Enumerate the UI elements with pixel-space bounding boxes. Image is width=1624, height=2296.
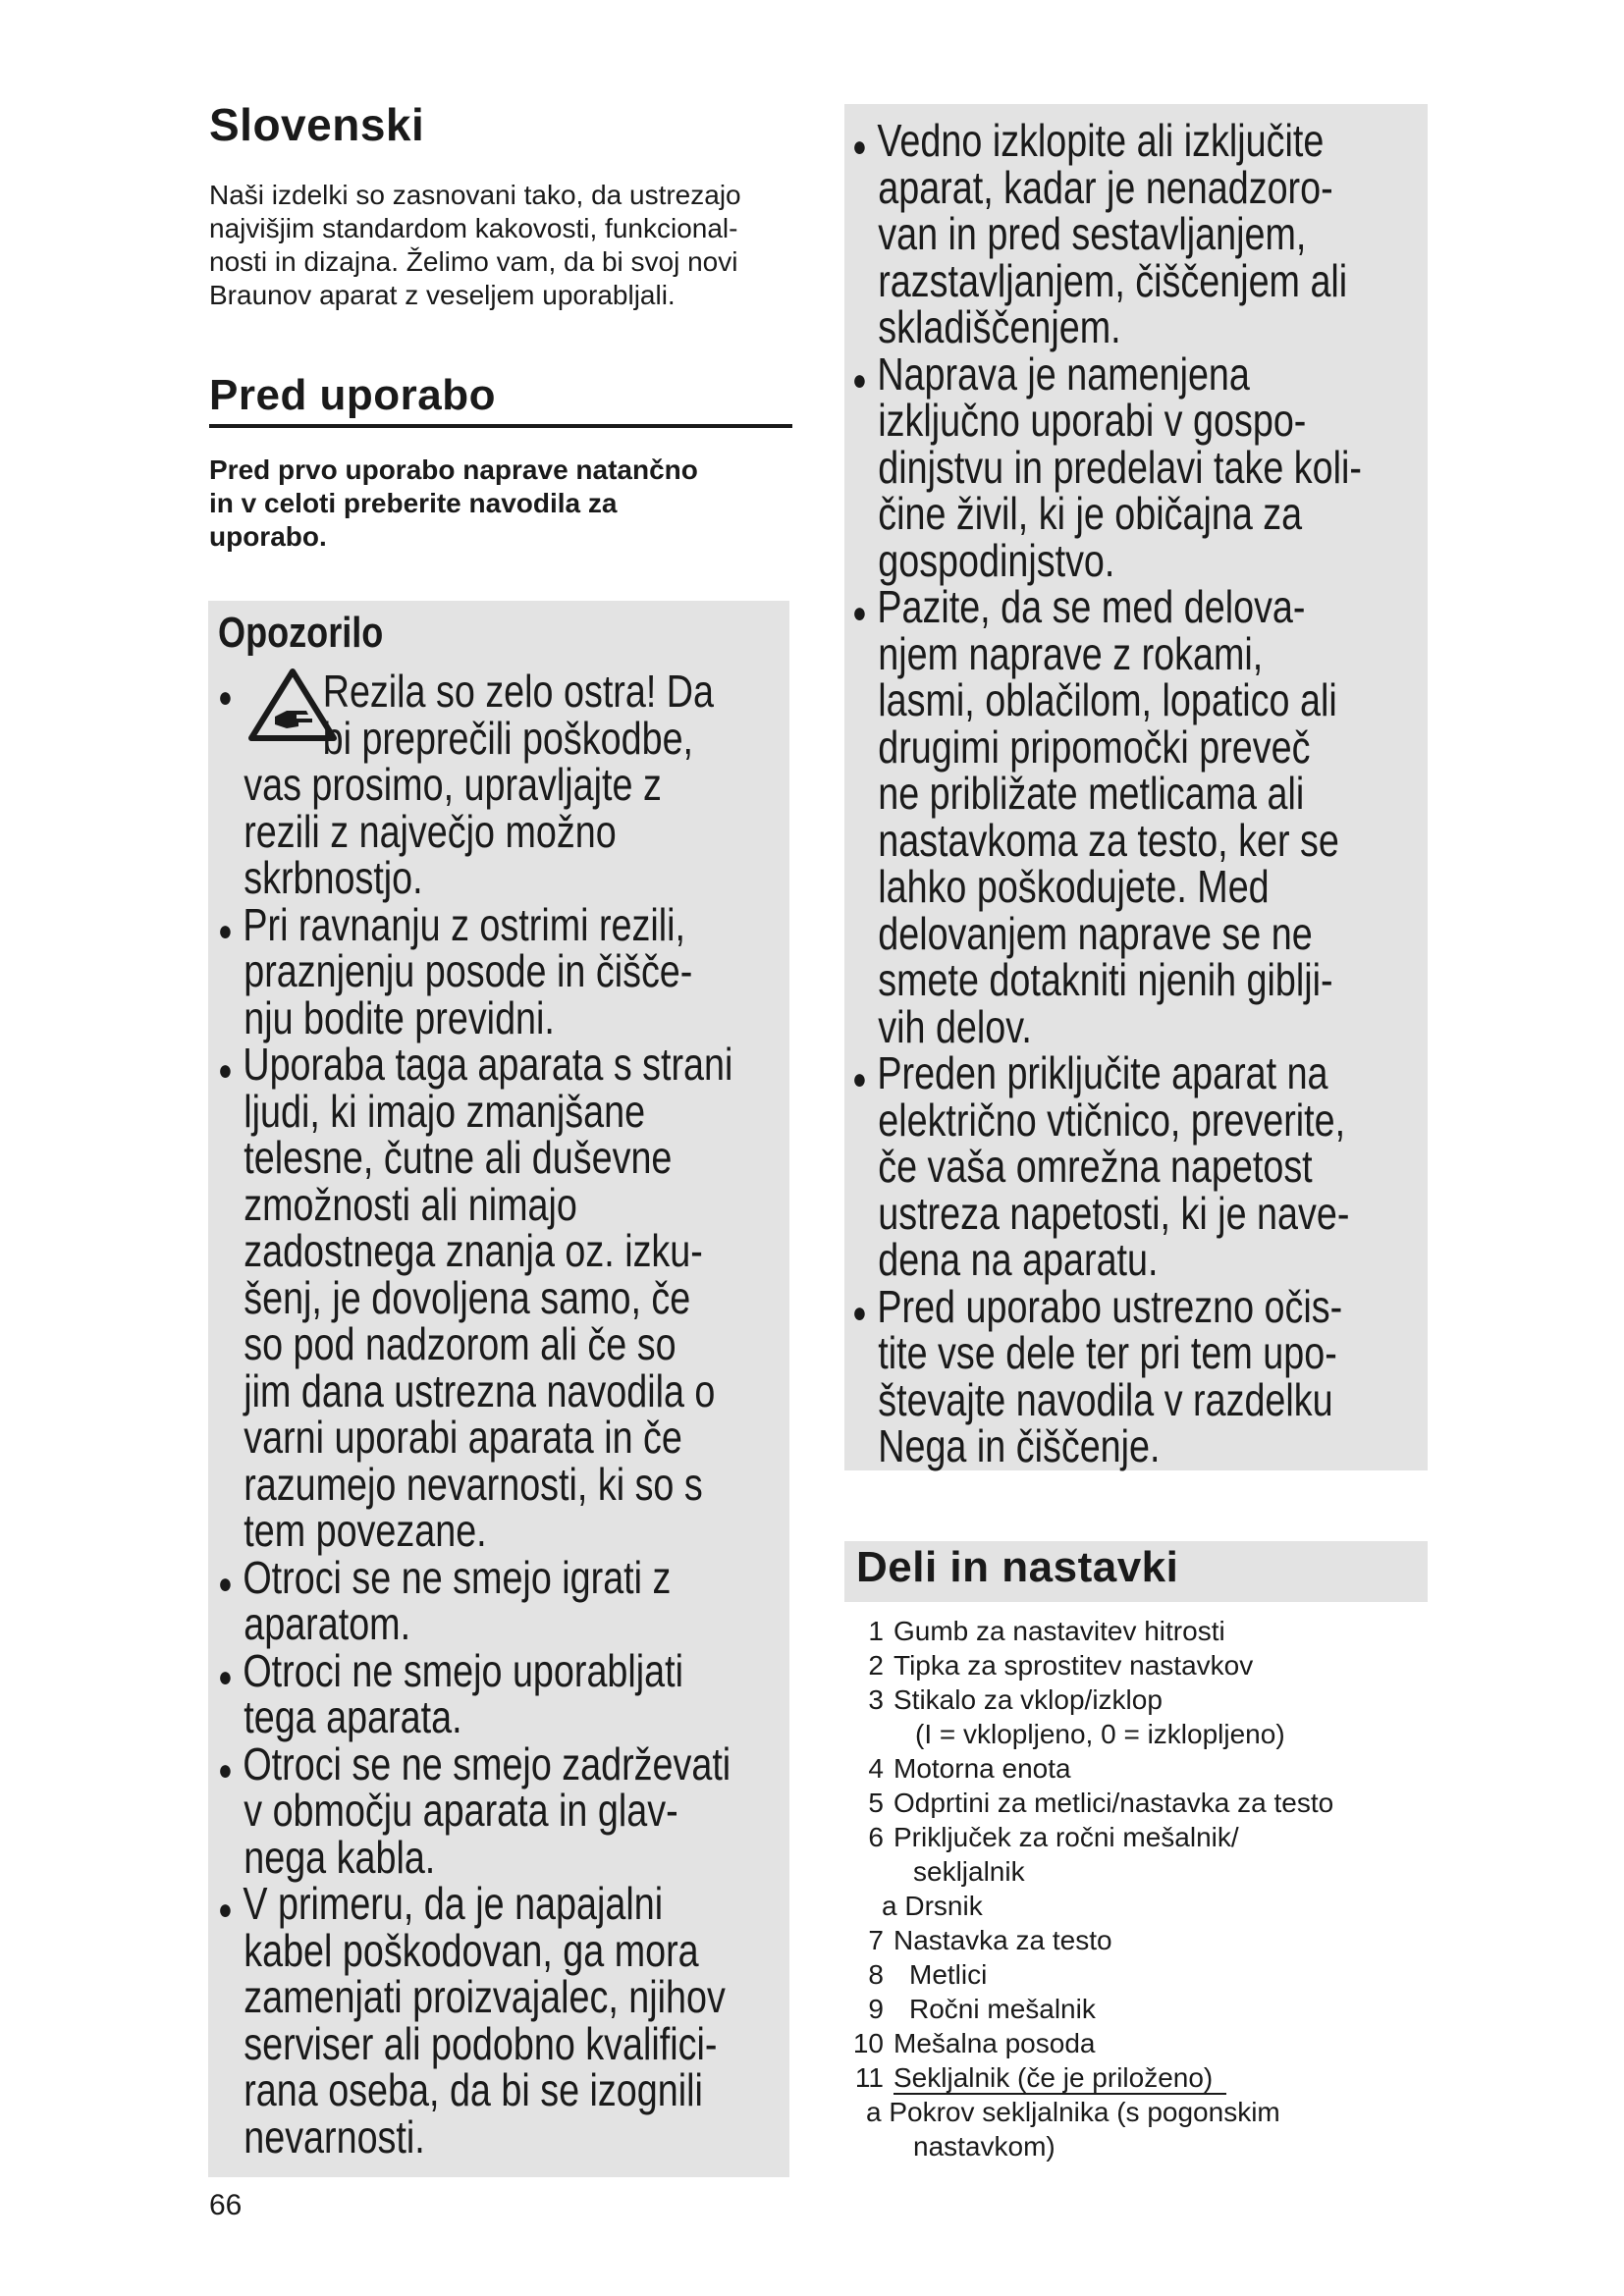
- warning-line: razumejo nevarnosti, ki so s: [244, 1458, 703, 1510]
- part-label: Metlici: [909, 1959, 988, 1990]
- read-instructions-note: [209, 454, 698, 554]
- warning-line: dena na aparatu.: [878, 1234, 1159, 1285]
- part-number: 7: [868, 1925, 884, 1955]
- warning-line: nju bodite previdni.: [244, 991, 555, 1043]
- part-number: 11: [854, 2062, 884, 2093]
- list-item: ● Rezila so zelo ostra! Da: [218, 666, 715, 717]
- warning-line: jim dana ustrezna navodila o: [244, 1364, 716, 1416]
- warning-line: lasmi, oblačilom, lopatico ali: [878, 674, 1337, 725]
- warning-line: aparat, kadar je nenadzoro-: [878, 161, 1333, 213]
- part-label: a Pokrov sekljalnika (s pogonskim: [866, 2097, 1280, 2127]
- list-item: [913, 2131, 1056, 2163]
- warning-line: zamenjati proizvajalec, njihov: [244, 1971, 726, 2022]
- warning-line: rana oseba, da bi se izognili: [244, 2064, 703, 2115]
- warning-line: telesne, čutne ali duševne: [244, 1132, 673, 1183]
- part-label: a Drsnik: [882, 1891, 983, 1921]
- list-item: [913, 1856, 1025, 1888]
- list-item: ● Preden priključite aparat na: [852, 1047, 1328, 1098]
- warning-line: Otroci se ne smejo igrati z: [243, 1551, 672, 1603]
- warning-line: rezili z največjo možno: [244, 805, 617, 857]
- warning-line: bi preprečili poškodbe,: [322, 712, 694, 764]
- warning-line: drugimi pripomočki preveč: [878, 721, 1311, 773]
- part-label: Tipka za sprostitev nastavkov: [893, 1650, 1254, 1681]
- list-item: [844, 1822, 1239, 1853]
- warning-line: zmožnosti ali nimajo: [244, 1178, 577, 1230]
- warning-line: vas prosimo, upravljajte z: [244, 759, 662, 810]
- warning-line: lahko poškodujete. Med: [878, 861, 1270, 912]
- list-item: ● Otroci ne smejo uporabljati: [218, 1644, 684, 1696]
- warning-line: razstavljanjem, čiščenjem ali: [878, 254, 1348, 306]
- part-number: 4: [868, 1753, 884, 1784]
- list-item: ● V primeru, da je napajalni: [218, 1878, 664, 1929]
- list-item: [844, 1959, 987, 1991]
- note-line: Pred prvo uporabo naprave natančno: [209, 454, 698, 485]
- part-label: Nastavka za testo: [893, 1925, 1112, 1955]
- part-label: Mešalna posoda: [893, 2028, 1096, 2058]
- warning-line: praznjenju posode in čišče-: [244, 945, 693, 996]
- intro-line: nosti in dizajna. Želimo vam, da bi svoj novi: [209, 246, 738, 277]
- part-label: nastavkom): [913, 2131, 1056, 2162]
- intro-line: Naši izdelki so zasnovani tako, da ustrezajo: [209, 180, 741, 210]
- warning-title: Opozorilo: [218, 609, 384, 657]
- warning-list-continued: [852, 115, 1362, 1471]
- part-label: Odprtini za metlici/nastavka za testo: [893, 1788, 1334, 1818]
- part-number: 8: [868, 1959, 884, 1990]
- list-item: [844, 1994, 1096, 2025]
- warning-line: skladiščenjem.: [878, 301, 1121, 352]
- warning-list: [218, 668, 732, 2161]
- part-label: Stikalo za vklop/izklop: [893, 1684, 1163, 1715]
- part-number: 10: [852, 2028, 884, 2058]
- warning-line: delovanjem naprave se ne: [878, 907, 1313, 959]
- warning-line: so pod nadzorom ali če so: [244, 1318, 677, 1369]
- part-label: (I = vklopljeno, 0 = izklopljeno): [915, 1719, 1285, 1749]
- warning-line: električno vtičnico, preverite,: [878, 1094, 1346, 1146]
- warning-line: Preden priključite aparat na: [877, 1047, 1328, 1098]
- warning-line: tem povezane.: [244, 1505, 487, 1556]
- list-item: [844, 2062, 1226, 2094]
- list-item: [844, 1616, 1225, 1647]
- warning-line: števajte navodila v razdelku: [878, 1373, 1333, 1425]
- part-number: 5: [868, 1788, 884, 1818]
- part-label: Sekljalnik (če je priloženo): [893, 2062, 1226, 2095]
- warning-line: Naprava je namenjena: [877, 347, 1250, 400]
- warning-line: Otroci se ne smejo zadrževati: [243, 1737, 731, 1789]
- language-title: Slovenski: [209, 99, 425, 150]
- warning-line: nevarnosti.: [244, 2110, 425, 2163]
- warning-line: njem naprave z rokami,: [878, 627, 1264, 679]
- warning-line: Otroci ne smejo uporabljati: [243, 1644, 684, 1696]
- part-label: Motorna enota: [893, 1753, 1071, 1784]
- warning-line: Nega in čiščenje.: [878, 1420, 1161, 1471]
- section-title-parts: Deli in nastavki: [856, 1543, 1179, 1591]
- list-item: ● Otroci se ne smejo zadrževati: [218, 1737, 731, 1789]
- part-number: 1: [868, 1616, 884, 1646]
- note-line: in v celoti preberite navodila za: [209, 488, 618, 518]
- part-label: sekljalnik: [913, 1856, 1025, 1887]
- list-item: ● Otroci se ne smejo igrati z: [218, 1551, 672, 1603]
- list-item: [844, 1925, 1112, 1956]
- section-divider: [209, 424, 792, 428]
- warning-line: čine živil, ki je običajna za: [878, 488, 1303, 539]
- list-item: ● Uporaba taga aparata s strani: [218, 1039, 733, 1090]
- section-title-before-use: Pred uporabo: [209, 371, 497, 419]
- warning-line: nega kabla.: [244, 1831, 436, 1883]
- note-line: uporabo.: [209, 521, 327, 552]
- page-number: 66: [209, 2189, 243, 2221]
- warning-line: ustreza napetosti, ki je nave-: [878, 1187, 1350, 1239]
- list-item: ● Pred uporabo ustrezno očis-: [852, 1280, 1343, 1332]
- warning-line: varni uporabi aparata in če: [244, 1412, 682, 1463]
- part-label: Gumb za nastavitev hitrosti: [893, 1616, 1225, 1646]
- warning-line: tite vse dele ter pri tem upo-: [878, 1327, 1337, 1378]
- warning-line: kabel poškodovan, ga mora: [244, 1924, 699, 1976]
- part-number: 6: [868, 1822, 884, 1852]
- warning-line: V primeru, da je napajalni: [243, 1878, 664, 1929]
- warning-line: Pazite, da se med delova-: [877, 581, 1306, 632]
- warning-line: vih delov.: [878, 1000, 1032, 1052]
- warning-line: ne približate metlicama ali: [878, 768, 1305, 819]
- intro-line: Braunov aparat z veseljem uporabljali.: [209, 280, 676, 310]
- warning-line: Rezila so zelo ostra! Da: [322, 666, 715, 717]
- part-number: 2: [868, 1650, 884, 1681]
- warning-line: šenj, je dovoljena samo, če: [244, 1271, 691, 1323]
- warning-line: Pred uporabo ustrezno očis-: [877, 1280, 1343, 1332]
- list-item: [915, 1719, 1285, 1750]
- list-item: ● Naprava je namenjena: [852, 347, 1250, 400]
- intro-paragraph: [209, 179, 798, 312]
- part-label: Priključek za ročni mešalnik/: [893, 1822, 1239, 1852]
- warning-line: izključno uporabi v gospo-: [878, 395, 1307, 446]
- list-item: [844, 1753, 1071, 1785]
- warning-line: Vedno izklopite ali izključite: [877, 115, 1325, 166]
- warning-line: v območju aparata in glav-: [244, 1785, 678, 1836]
- list-item: ● Vedno izklopite ali izključite: [852, 115, 1325, 166]
- warning-line: gospodinjstvo.: [878, 534, 1115, 586]
- warning-line: van in pred sestavljanjem,: [878, 208, 1307, 259]
- warning-line: Uporaba taga aparata s strani: [243, 1039, 733, 1090]
- warning-line: nastavkoma za testo, ker se: [878, 814, 1339, 866]
- intro-line: najvišjim standardom kakovosti, funkcional-: [209, 213, 738, 243]
- list-item: [866, 2097, 1280, 2128]
- part-label: Ročni mešalnik: [909, 1994, 1096, 2024]
- warning-line: če vaša omrežna napetost: [878, 1141, 1313, 1192]
- list-item: [844, 1650, 1253, 1682]
- warning-line: skrbnostjo.: [244, 852, 423, 903]
- list-item: ● Pri ravnanju z ostrimi rezili,: [218, 898, 685, 950]
- part-number: 3: [868, 1684, 884, 1715]
- warning-line: Pri ravnanju z ostrimi rezili,: [243, 898, 685, 950]
- warning-line: aparatom.: [244, 1598, 411, 1649]
- warning-line: serviser ali podobno kvalifici-: [244, 2017, 718, 2069]
- warning-line: zadostnega znanja oz. izku-: [244, 1225, 703, 1276]
- list-item: [844, 1788, 1333, 1819]
- list-item: [844, 1684, 1163, 1716]
- warning-line: smete dotakniti njenih giblji-: [878, 954, 1333, 1005]
- list-item: [882, 1891, 983, 1922]
- part-number: 9: [868, 1994, 884, 2024]
- warning-line: ljudi, ki imajo zmanjšane: [244, 1085, 646, 1137]
- list-item: ● Pazite, da se med delova-: [852, 581, 1306, 632]
- list-item: [844, 2028, 1095, 2059]
- warning-line: tega aparata.: [244, 1691, 462, 1742]
- warning-line: dinjstvu in predelavi take koli-: [878, 441, 1362, 493]
